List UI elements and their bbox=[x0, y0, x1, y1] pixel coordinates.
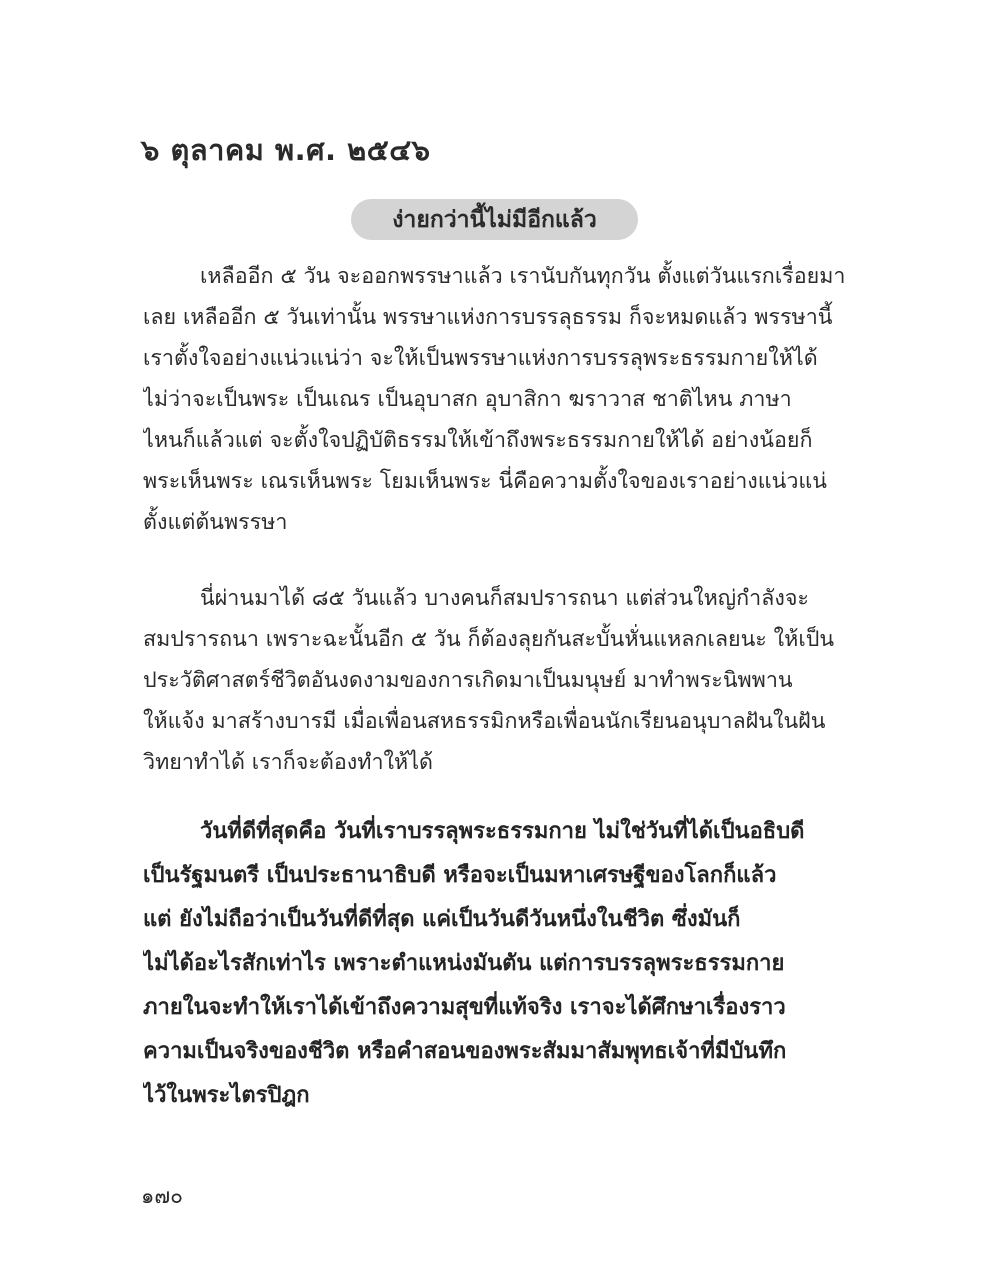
paragraph-line: วันที่ดีที่สุดคือ วันที่เราบรรลุพระธรรมกาย ไม่ใช่วันที่ได้เป็นอธิบดี bbox=[200, 819, 805, 844]
paragraph-line: สมปรารถนา เพราะฉะนั้นอีก ๕ วัน ก็ต้องลุยกันสะบั้นหั่นแหลกเลยนะ ให้เป็น bbox=[143, 627, 835, 652]
paragraph-line: พระเห็นพระ เณรเห็นพระ โยมเห็นพระ นี่คือความตั้งใจของเราอย่างแน่วแน่ bbox=[143, 469, 827, 494]
section-title: ง่ายกว่านี้ไม่มีอีกแล้ว bbox=[392, 206, 597, 233]
paragraph-line: เราตั้งใจอย่างแน่วแน่ว่า จะให้เป็นพรรษาแห่งการบรรลุพระธรรมกายให้ได้ bbox=[143, 346, 818, 371]
paragraph-line: แต่ ยังไม่ถือว่าเป็นวันที่ดีที่สุด แค่เป็นวันดีวันหนึ่งในชีวิต ซึ่งมันก็ bbox=[143, 907, 741, 932]
paragraph-line: ไหนก็แล้วแต่ จะตั้งใจปฏิบัติธรรมให้เข้าถึงพระธรรมกายให้ได้ อย่างน้อยก็ bbox=[143, 428, 813, 453]
paragraph-line: วิทยาทำได้ เราก็จะต้องทำให้ได้ bbox=[143, 750, 433, 775]
paragraph-line: เป็นรัฐมนตรี เป็นประธานาธิบดี หรือจะเป็นมหาเศรษฐีของโลกก็แล้ว bbox=[143, 863, 777, 888]
paragraph-line: เหลืออีก ๕ วัน จะออกพรรษาแล้ว เรานับกันทุกวัน ตั้งแต่วันแรกเรื่อยมา bbox=[200, 264, 846, 289]
paragraph-line: ความเป็นจริงของชีวิต หรือคำสอนของพระสัมมาสัมพุทธเจ้าที่มีบันทึก bbox=[143, 1039, 787, 1064]
page-number: ๑๗๐ bbox=[141, 1184, 183, 1208]
paragraph-line: นี่ผ่านมาได้ ๘๕ วันแล้ว บางคนก็สมปรารถนา แต่ส่วนใหญ่กำลังจะ bbox=[200, 586, 809, 611]
paragraph-line: เลย เหลืออีก ๕ วันเท่านั้น พรรษาแห่งการบรรลุธรรม ก็จะหมดแล้ว พรรษานี้ bbox=[143, 305, 833, 330]
date-heading: ๖ ตุลาคม พ.ศ. ๒๕๔๖ bbox=[141, 133, 431, 167]
paragraph-2 bbox=[143, 578, 848, 783]
paragraph-line: ไว้ในพระไตรปิฎก bbox=[143, 1083, 310, 1108]
paragraph-line: ให้แจ้ง มาสร้างบารมี เมื่อเพื่อนสหธรรมิกหรือเพื่อนนักเรียนอนุบาลฝันในฝัน bbox=[143, 709, 826, 734]
paragraph-1 bbox=[143, 256, 848, 543]
paragraph-3-bold bbox=[143, 810, 848, 1118]
paragraph-line: ตั้งแต่ต้นพรรษา bbox=[143, 510, 288, 535]
paragraph-line: ภายในจะทำให้เราได้เข้าถึงความสุขที่แท้จริง เราจะได้ศึกษาเรื่องราว bbox=[143, 995, 786, 1020]
paragraph-line: ประวัติศาสตร์ชีวิตอันงดงามของการเกิดมาเป็นมนุษย์ มาทำพระนิพพาน bbox=[143, 668, 793, 693]
paragraph-line: ไม่ว่าจะเป็นพระ เป็นเณร เป็นอุบาสก อุบาสิกา ฆราวาส ชาติไหน ภาษา bbox=[143, 387, 792, 412]
section-title-pill bbox=[351, 199, 638, 240]
paragraph-line: ไม่ได้อะไรสักเท่าไร เพราะตำแหน่งมันตัน แต่การบรรลุพระธรรมกาย bbox=[143, 951, 785, 976]
